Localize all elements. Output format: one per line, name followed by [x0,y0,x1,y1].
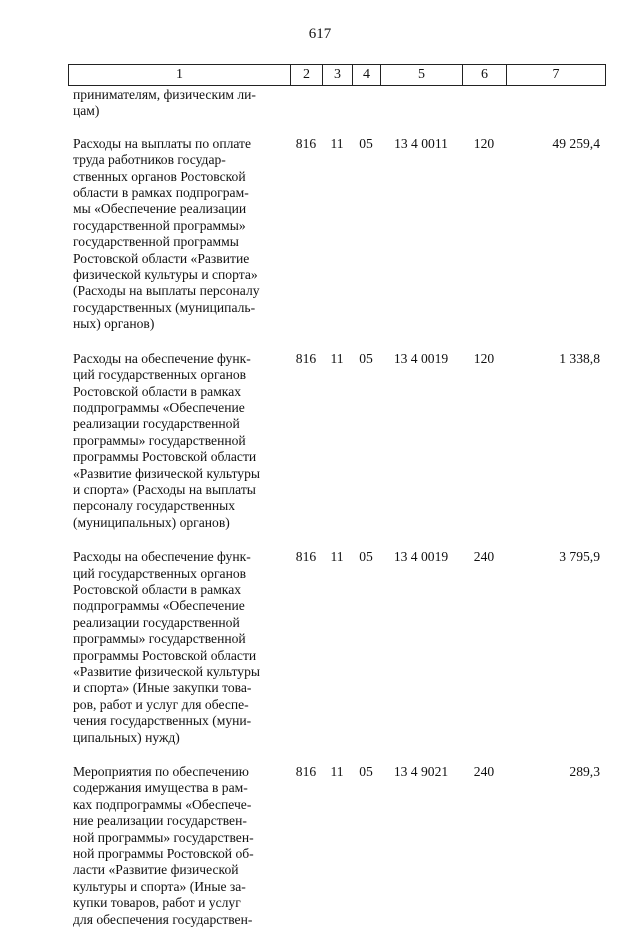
column-header-5: 5 [381,65,463,86]
column-header-1: 1 [69,65,291,86]
row-expense-type: 240 [473,764,495,780]
row-subsection-code: 05 [359,135,373,151]
row-section-code: 11 [330,135,344,151]
table-row [68,764,605,928]
row-ministry-code: 816 [295,764,317,780]
column-header-7: 7 [507,65,606,86]
row-amount: 3 795,9 [559,549,600,565]
row-description: Расходы на обеспечение функ- ций государственных органов Ростовской области в рамках подпрограммы «Обеспечение реализации государственной программы» государственной программы Ростовской области «Развитие физической культуры и спорта» (Расходы на выплаты персоналу государственных (муниципальных) органов) [73,350,261,530]
row-target-article: 13 4 9021 [393,764,449,780]
row-expense-type: 120 [473,350,495,366]
column-header-table [68,64,606,86]
row-section-code: 11 [330,350,344,366]
column-header-4: 4 [353,65,381,86]
row-description: Расходы на обеспечение функ- ций государственных органов Ростовской области в рамках подпрограммы «Обеспечение реализации государственной программы» государственной программы Ростовской области «Развитие физической культуры и спорта» (Иные закупки това- ров, работ и услуг для обеспе- чения государственных (муни- ципальных) нужд) [73,549,261,745]
row-subsection-code: 05 [359,549,373,565]
row-amount: 1 338,8 [559,350,600,366]
column-header-3: 3 [323,65,353,86]
row-subsection-code: 05 [359,350,373,366]
table-body [68,87,605,928]
column-header-6: 6 [463,65,507,86]
row-ministry-code: 816 [295,549,317,565]
row-section-code: 11 [330,764,344,780]
table-row [68,549,605,746]
row-description: Мероприятия по обеспечению содержания имущества в рам- ках подпрограммы «Обеспече- ние реализации государствен- ной программы» государствен- ной программы Ростовской об- ласти «Развитие физической культуры и спорта» (Иные за- купки товаров, работ и услуг для обеспечения государствен- [73,764,254,927]
row-amount: 49 259,4 [552,135,600,151]
row-section-code: 11 [330,549,344,565]
row-ministry-code: 816 [295,350,317,366]
row-expense-type: 120 [473,135,495,151]
row-target-article: 13 4 0011 [394,135,448,151]
row-ministry-code: 816 [295,135,317,151]
column-header-row [69,65,606,86]
table-row [68,351,605,531]
row-target-article: 13 4 0019 [393,549,449,565]
table-row [68,87,605,120]
column-header-2: 2 [291,65,323,86]
row-subsection-code: 05 [359,764,373,780]
row-target-article: 13 4 0019 [393,350,449,366]
row-amount: 289,3 [569,764,600,780]
row-expense-type: 240 [473,549,495,565]
page-number: 617 [308,26,332,42]
table-row [68,136,605,333]
row-description: принимателям, физическим ли- цам) [73,87,256,119]
row-description: Расходы на выплаты по оплате труда работников государ- ственных органов Ростовской области в рамках подпрограм- мы «Обеспечение реализации государственной программы» государственной программы Ростовской области «Развитие физической культуры и спорта» (Расходы на выплаты персоналу государственных (муниципаль- ных) органов) [73,135,260,332]
